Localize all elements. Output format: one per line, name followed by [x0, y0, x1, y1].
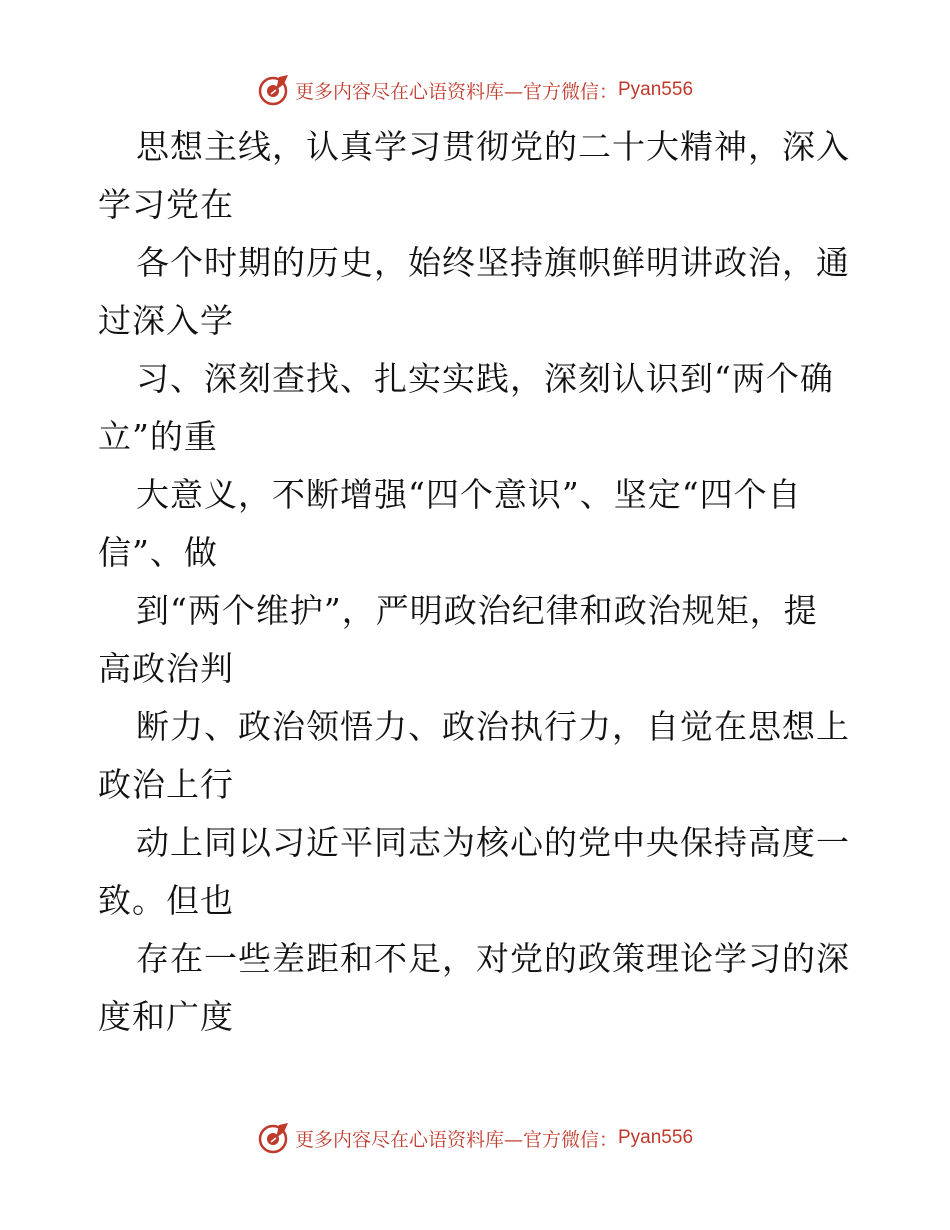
- footer-watermark: [0, 1118, 950, 1158]
- text-line: 致。但也: [98, 881, 234, 920]
- paragraph: [98, 582, 858, 698]
- text-line: 度和广度: [98, 997, 234, 1036]
- header-watermark: [0, 70, 950, 110]
- paragraph: [98, 234, 858, 350]
- footer-brand-text: 更多内容尽在心语资料库—官方微信：: [294, 1128, 618, 1151]
- text-line: 高政治判: [98, 649, 234, 688]
- paragraph: [98, 814, 858, 930]
- text-line: 立”的重: [98, 417, 218, 456]
- quill-seal-icon: [257, 73, 291, 107]
- text-line: 大意义，不断增强“四个意识”、坚定“四个自: [136, 475, 802, 514]
- header-wechat-id: Pyan556: [618, 79, 694, 100]
- text-line: 习、深刻查找、扎实实践，深刻认识到“两个确: [136, 359, 834, 398]
- text-line: 到“两个维护”，严明政治纪律和政治规矩，提: [136, 591, 818, 630]
- quill-seal-icon: [257, 1121, 291, 1155]
- text-line: 各个时期的历史，始终坚持旗帜鲜明讲政治，通: [136, 243, 850, 282]
- text-line: 存在一些差距和不足，对党的政策理论学习的深: [136, 939, 850, 978]
- paragraph: [98, 698, 858, 814]
- document-body: [98, 118, 858, 1046]
- paragraph: [98, 466, 858, 582]
- paragraph: [98, 930, 858, 1046]
- text-line: 政治上行: [98, 765, 234, 804]
- paragraph: [98, 350, 858, 466]
- paragraph: [98, 118, 858, 234]
- text-line: 断力、政治领悟力、政治执行力，自觉在思想上: [136, 707, 850, 746]
- footer-wechat-id: Pyan556: [618, 1127, 694, 1148]
- header-brand-text: 更多内容尽在心语资料库—官方微信：: [294, 80, 618, 103]
- text-line: 动上同以习近平同志为核心的党中央保持高度一: [136, 823, 850, 862]
- text-line: 过深入学: [98, 301, 234, 340]
- text-line: 思想主线，认真学习贯彻党的二十大精神，深入: [136, 127, 850, 166]
- text-line: 学习党在: [98, 185, 234, 224]
- text-line: 信”、做: [98, 533, 218, 572]
